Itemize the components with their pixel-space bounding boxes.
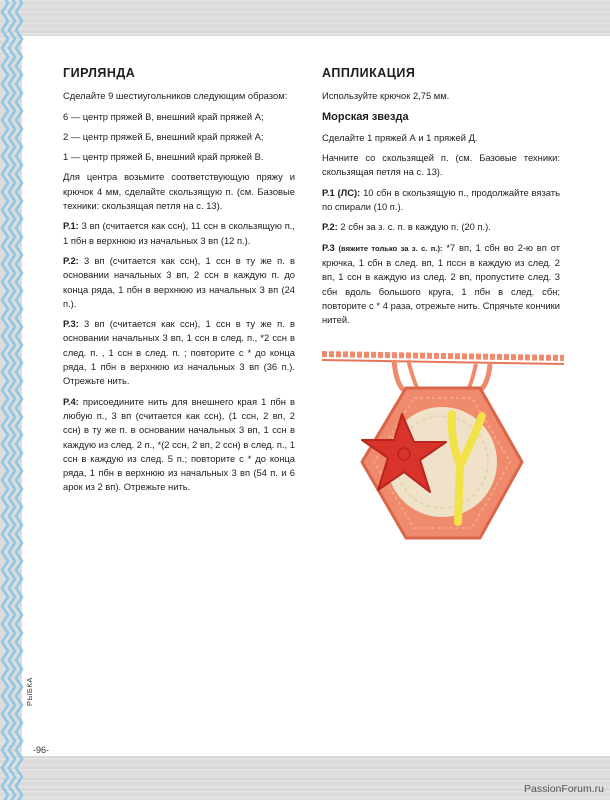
chain-cord — [322, 354, 564, 358]
row-text: 2 сбн за з. с. п. в каждую п. (20 п.). — [340, 221, 491, 233]
garland-intro: Сделайте 9 шестиугольников следующим образом: — [63, 90, 288, 102]
row-label: Р.2: — [322, 221, 338, 233]
zigzag-line — [2, 0, 8, 800]
zigzag-line — [9, 0, 15, 800]
row-text: *7 вп, 1 сбн во 2-ю вп от крючка, 1 сбн в след. вп, 1 пссн в каждую из след. 2 вп, 1 ссн в каждую из след. 2 вп, пропустите след. 3 сбн вдоль большого круга, 1 пбн в след. сбн; повторите с * 4 раза, отрежьте нить. Спрячьте кончики нитей. — [322, 241, 560, 326]
garland-row-3 — [63, 317, 295, 388]
crochet-hexagon-photo — [322, 334, 564, 577]
starfish-subheading: Морская звезда — [322, 110, 409, 123]
hook-size: Используйте крючок 2,75 мм. — [322, 90, 450, 102]
row-text: 10 сбн в скользящую п., продолжайте вязать по спирали (10 п.). — [322, 186, 560, 213]
row-label: Р.1 (ЛС): — [322, 186, 361, 198]
row-text: 3 вп (считается как ссн), 11 ссн в скользящую п., 1 пбн в верхнюю из начальных 3 вп (12 п.). — [63, 220, 295, 246]
garland-row-4 — [63, 395, 295, 495]
chain-cord-lower — [322, 360, 564, 364]
row-text: 3 вп (считается как ссн), 1 ссн в ту же п. в основании начальных 3 вп, 1 ссн в след. п., *2 ссн в след. п. , 1 ссн в след. п. ; повторите с * до конца ряда, 1 пбн в верхнюю из начальных 3 вп (36 п.). Отрежьте нить. — [63, 318, 295, 387]
row-label: Р.2: — [63, 254, 79, 266]
variant-1: 6 — центр пряжей В, внешний край пряжей А; — [63, 110, 264, 122]
row-label: Р.1: — [63, 220, 79, 232]
starfish-row-1 — [322, 186, 560, 215]
row-label: Р.3: — [63, 318, 79, 330]
seaweed-stem — [458, 464, 460, 522]
center-instructions: Для центра возьмите соответствующую пряжу и крючок 4 мм, сделайте скользящую п. (см. Базовые техники: скользящая петля на с. 13). — [63, 171, 295, 212]
zigzag-line — [16, 0, 22, 800]
garland-row-2 — [63, 254, 295, 311]
row-label: Р.4: — [63, 395, 79, 407]
zigzag-border-decoration — [0, 0, 26, 800]
garland-heading: ГИРЛЯНДА — [63, 66, 136, 80]
starfish-row-3 — [322, 241, 560, 328]
variant-2: 2 — центр пряжей Б, внешний край пряжей А; — [63, 130, 264, 142]
hexagon-illustration — [322, 334, 564, 577]
applique-section — [322, 66, 560, 333]
loop-left-b — [408, 360, 418, 390]
row-text: 3 вп (считается как ссн), 1 ссн в ту же п. в основании начальных 3 вп, 2 ссн в каждую п. до конца ряда, 1 пбн в верхнюю из начальных 3 вп (24 п.). — [63, 254, 295, 309]
starfish-yarn: Сделайте 1 пряжей А и 1 пряжей Д. — [322, 131, 478, 143]
page-number: -96- — [33, 745, 50, 755]
row-label: Р.3 — [322, 241, 335, 253]
loop-right-b — [468, 364, 476, 390]
row-note: (вяжите только за з. с. п.): — [338, 243, 443, 253]
applique-heading: АППЛИКАЦИЯ — [322, 66, 416, 80]
starfish-start: Начните со скользящей п. (см. Базовые техники: скользящая петля на с. 13). — [322, 152, 560, 178]
garland-section — [63, 66, 295, 501]
section-label: РЫБКА — [25, 677, 34, 706]
starfish-row-2 — [322, 220, 560, 234]
loop-left — [394, 360, 406, 392]
variant-3: 1 — центр пряжей Б, внешний край пряжей В. — [63, 151, 264, 163]
watermark: PassionForum.ru — [524, 783, 604, 795]
row-text: присоедините нить для внешнего края 1 пбн в любую п., 3 вп (считается как ссн), (1 ссн, 2 вп, 2 ссн) в ту же п. в основании начальных 3 вп, 1 ссн в каждую из след. 2 п., *(2 ссн, 2 вп, 2 ссн) в след. п., 1 ссн в каждую из след. 5 п.; повторите с * до конца ряда, 1 пбн в верхнюю из начальных 3 вп (54 п. и 6 арок из 2 вп). Отрежьте нить. — [63, 395, 296, 493]
garland-row-1 — [63, 219, 295, 248]
